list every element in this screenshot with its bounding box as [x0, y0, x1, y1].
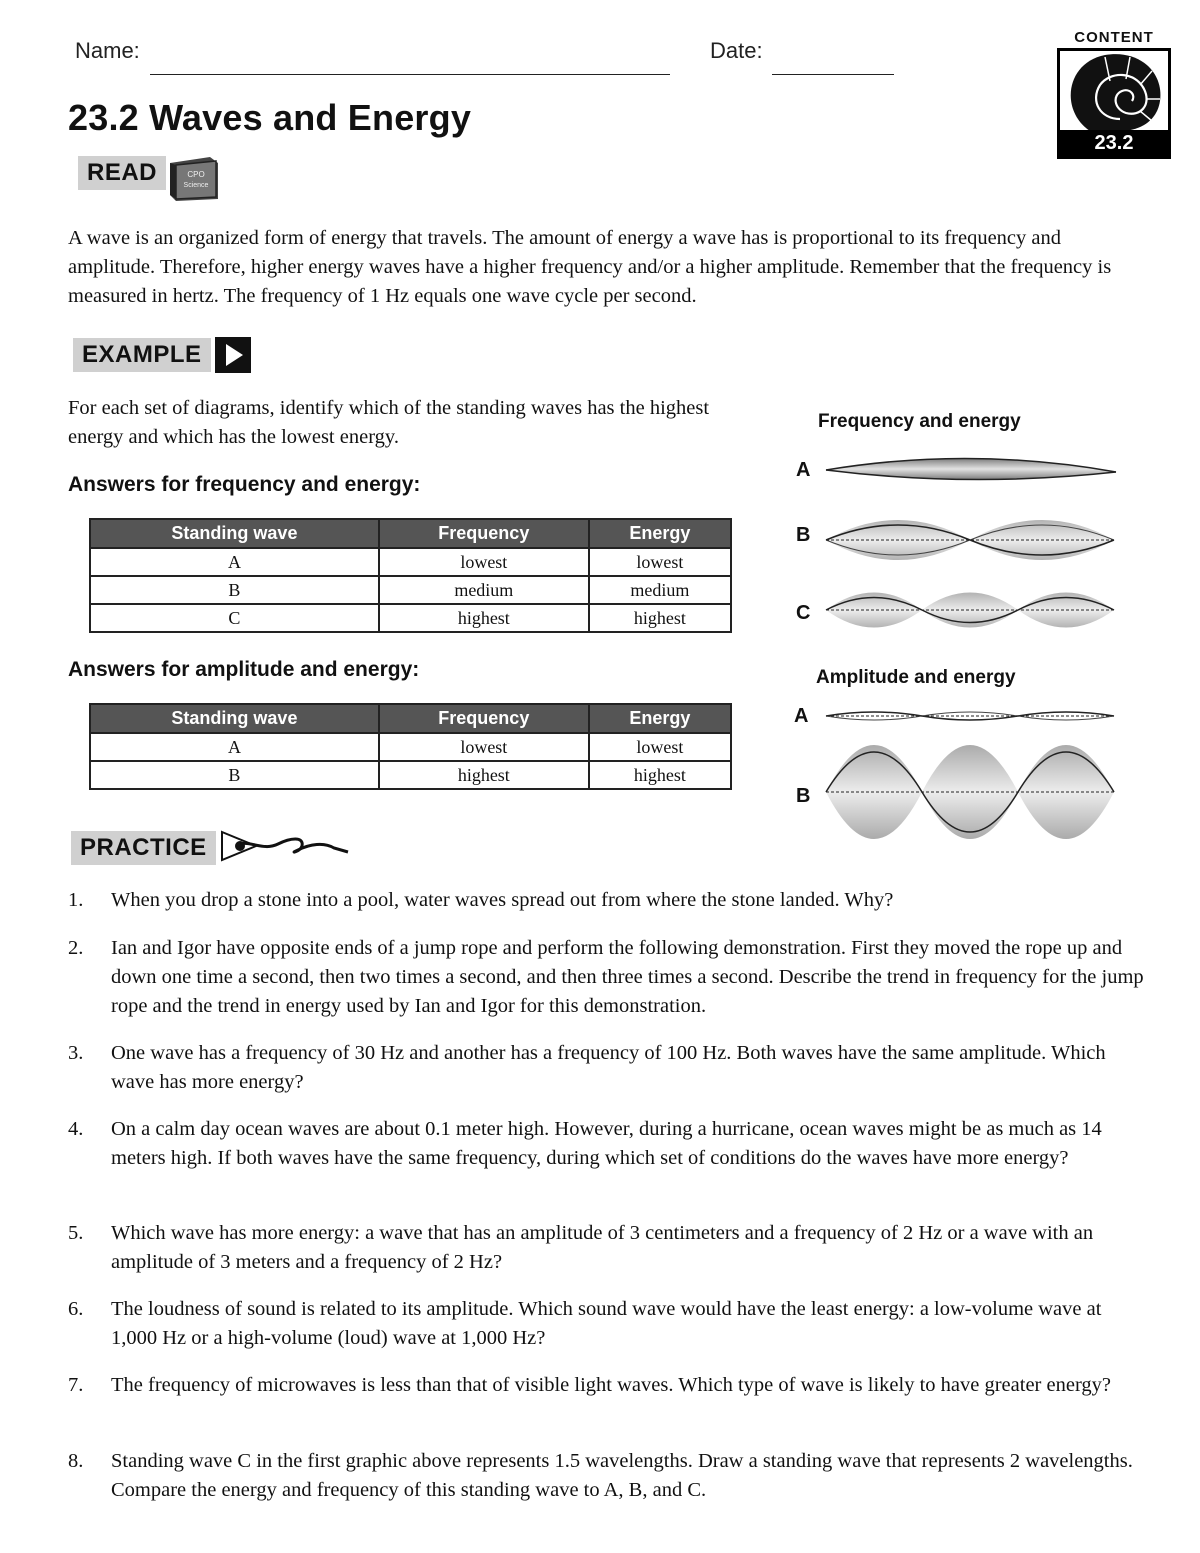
question-text: Which wave has more energy: a wave that has an amplitude of 3 centimeters and a frequency of 2 Hz or a wave with an amplitude of 3 meters and a frequency of 2 Hz? [111, 1222, 1094, 1273]
freq-wave-c [826, 593, 1114, 628]
question-text: The frequency of microwaves is less than that of visible light waves. Which type of wave is likely to have greater energy? [111, 1374, 1112, 1396]
table-row [90, 548, 731, 576]
table-header: Frequency [379, 519, 589, 548]
nautilus-shell-icon [1060, 51, 1168, 131]
play-arrow-icon [215, 337, 251, 373]
book-icon [166, 155, 222, 203]
badge-number: 23.2 [1060, 130, 1168, 156]
amp-answers-heading: Answers for amplitude and energy: [68, 658, 420, 681]
question-number: 2. [68, 937, 84, 959]
standing-waves-diagram [780, 400, 1140, 840]
table-header: Energy [589, 519, 731, 548]
amp-diagram-title: Amplitude and energy [816, 667, 1016, 688]
practice-tag-label: PRACTICE [71, 831, 216, 865]
table-cell: B [90, 576, 379, 604]
page-title: 23.2 Waves and Energy [68, 97, 472, 138]
question-text: On a calm day ocean waves are about 0.1 meter high. However, during a hurricane, ocean waves might be as much as 14 meters high. If both waves have the same frequency, during which set of conditions do the waves have more energy? [111, 1118, 1102, 1169]
amp-answers-table [89, 703, 732, 790]
question-number: 7. [68, 1374, 84, 1396]
question-number: 4. [68, 1118, 84, 1140]
practice-section-tag [71, 828, 358, 868]
badge-label: CONTENT [1074, 29, 1154, 46]
table-cell: medium [589, 576, 731, 604]
amp-wave-a [826, 712, 1114, 720]
read-section-tag [78, 156, 166, 190]
table-cell: lowest [379, 548, 589, 576]
amp-wave-label-a: A [794, 705, 809, 727]
table-header: Standing wave [90, 704, 379, 733]
table-cell: highest [589, 761, 731, 789]
example-instruction: For each set of diagrams, identify which of the standing waves has the highest energy and which has the lowest energy. [68, 397, 710, 448]
book-text-line-1: CPO [187, 170, 205, 179]
amp-wave-label-b: B [796, 785, 811, 807]
freq-answers-heading: Answers for frequency and energy: [68, 473, 421, 496]
question-text: Standing wave C in the first graphic above represents 1.5 wavelengths. Draw a standing wave that represents 2 wavelengths. Compare the energy and frequency of this standing wave to A, B, and C. [111, 1450, 1133, 1501]
table-cell: highest [379, 604, 589, 632]
freq-wave-label-c: C [796, 602, 811, 624]
table-row [90, 576, 731, 604]
question-number: 1. [68, 889, 84, 911]
table-header: Energy [589, 704, 731, 733]
freq-diagram-title: Frequency and energy [818, 411, 1021, 432]
table-cell: highest [379, 761, 589, 789]
name-label: Name: [75, 38, 140, 63]
table-cell: lowest [589, 733, 731, 761]
table-cell: lowest [589, 548, 731, 576]
pen-arrow-icon [218, 828, 358, 868]
book-text-line-2: Science [183, 182, 209, 189]
name-line[interactable] [150, 74, 670, 75]
example-section-tag [73, 337, 251, 373]
table-cell: highest [589, 604, 731, 632]
table-cell: B [90, 761, 379, 789]
question-text: One wave has a frequency of 30 Hz and another has a frequency of 100 Hz. Both waves have the same amplitude. Which wave has more energy? [111, 1042, 1106, 1093]
table-cell: lowest [379, 733, 589, 761]
read-tag-label: READ [78, 156, 166, 190]
freq-answers-table [89, 518, 732, 633]
amp-wave-b [826, 745, 1114, 839]
example-tag-label: EXAMPLE [73, 338, 211, 372]
question-number: 8. [68, 1450, 84, 1472]
question-text: Ian and Igor have opposite ends of a jump rope and perform the following demonstration. First they moved the rope up and down one time a second, then two times a second, and then three times a second. Describe the trend in frequency for the jump rope and the trend in energy used by Ian and Igor for this demonstration. [111, 937, 1144, 1017]
table-row [90, 761, 731, 789]
table-cell: A [90, 733, 379, 761]
freq-wave-label-b: B [796, 524, 811, 546]
table-cell: medium [379, 576, 589, 604]
date-label: Date: [710, 38, 763, 63]
question-number: 3. [68, 1042, 84, 1064]
question-number: 6. [68, 1298, 84, 1320]
question-number: 5. [68, 1222, 84, 1244]
table-header: Frequency [379, 704, 589, 733]
table-cell: C [90, 604, 379, 632]
table-row [90, 604, 731, 632]
table-header: Standing wave [90, 519, 379, 548]
question-text: When you drop a stone into a pool, water waves spread out from where the stone landed. Why? [111, 889, 894, 911]
date-line[interactable] [772, 74, 894, 75]
question-text: The loudness of sound is related to its amplitude. Which sound wave would have the least energy: a low-volume wave at 1,000 Hz or a high-volume (loud) wave at 1,000 Hz? [111, 1298, 1102, 1349]
read-paragraph: A wave is an organized form of energy that travels. The amount of energy a wave has is proportional to its frequency and amplitude. Therefore, higher energy waves have a higher frequency and/or a higher amplitude. Remember that the frequency is measured in hertz. The frequency of 1 Hz equals one wave cycle per second. [68, 227, 1112, 307]
table-cell: A [90, 548, 379, 576]
freq-wave-b [826, 520, 1114, 560]
freq-wave-label-a: A [796, 459, 811, 481]
content-badge [1057, 28, 1171, 164]
table-row [90, 733, 731, 761]
freq-wave-a [826, 458, 1116, 479]
